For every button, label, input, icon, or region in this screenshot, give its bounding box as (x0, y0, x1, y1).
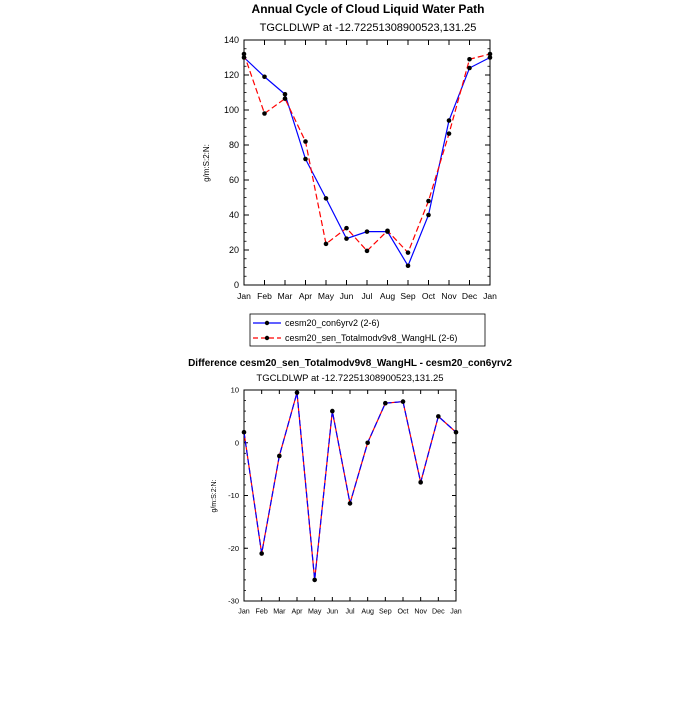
y-tick-label: 140 (223, 35, 239, 46)
data-point-series-2 (283, 96, 288, 101)
difference-line-under (244, 393, 456, 580)
y-tick-label: 80 (228, 140, 239, 151)
y-tick-label: 100 (223, 105, 239, 116)
chart-2-series-lines (244, 393, 456, 580)
data-point-series-1 (401, 399, 406, 404)
x-tick-label: Aug (361, 607, 374, 616)
data-point-series-2 (262, 111, 267, 116)
chart-2-subtitle: TGCLDLWP at -12.72251308900523,131.25 (256, 373, 444, 384)
data-point-series-2 (406, 250, 411, 255)
chart-2-title: Difference cesm20_sen_Totalmodv9v8_WangHL - cesm20_con6yrv2 (188, 358, 512, 369)
series-line-1 (244, 58, 490, 266)
data-point-series-1 (383, 401, 388, 406)
x-tick-label: Oct (421, 291, 436, 301)
data-point-series-1 (426, 213, 431, 218)
difference-line (244, 393, 456, 580)
data-point-series-1 (324, 196, 329, 201)
data-point-series-1 (259, 551, 264, 556)
x-tick-label: Jul (345, 607, 355, 616)
data-point-series-1 (365, 229, 370, 234)
data-point-series-2 (365, 249, 370, 254)
data-point-series-1 (242, 430, 247, 435)
y-tick-label: 10 (230, 385, 239, 395)
x-tick-label: Jun (339, 291, 354, 301)
x-tick-label: May (307, 607, 322, 616)
plot-frame (244, 40, 490, 285)
data-point-series-1 (436, 414, 441, 419)
data-point-series-1 (277, 454, 282, 459)
data-point-series-2 (488, 52, 493, 57)
x-tick-label: Apr (298, 291, 313, 301)
data-point-series-2 (426, 199, 431, 204)
legend-label-2: cesm20_sen_Totalmodv9v8_WangHL (2-6) (285, 333, 458, 343)
x-tick-label: Dec (461, 291, 478, 301)
x-tick-label: Nov (414, 607, 427, 616)
chart-2-ylabel: g/m:S:2:N: (211, 479, 218, 513)
x-tick-label: May (317, 291, 335, 301)
chart-1-ylabel: g/m:S:2:N: (202, 144, 211, 182)
x-tick-label: Jan (483, 291, 497, 301)
y-tick-label: 0 (234, 438, 239, 448)
series-line-2 (244, 54, 490, 253)
chart-1-series-lines (244, 54, 490, 266)
x-tick-label: Mar (273, 607, 286, 616)
x-tick-label: Feb (257, 291, 272, 301)
data-point-series-1 (295, 390, 300, 395)
y-tick-label: 40 (228, 210, 239, 221)
data-point-series-1 (344, 236, 349, 241)
x-tick-label: Feb (255, 607, 268, 616)
data-point-series-1 (330, 409, 335, 414)
data-point-series-1 (467, 66, 472, 71)
x-tick-label: Jun (326, 607, 339, 616)
y-tick-label: 0 (233, 280, 239, 291)
x-tick-label: Oct (397, 607, 409, 616)
x-tick-label: Jan (238, 607, 250, 616)
legend-marker (265, 336, 269, 340)
y-tick-label: -20 (228, 543, 239, 553)
legend-marker (265, 321, 269, 325)
data-point-series-2 (324, 242, 329, 247)
data-point-series-2 (467, 57, 472, 62)
data-point-series-1 (348, 501, 353, 506)
difference-panel (188, 358, 512, 616)
x-tick-label: Sep (379, 607, 392, 616)
chart-2-axes (228, 386, 462, 616)
plot-frame (244, 390, 456, 601)
data-point-series-1 (447, 118, 452, 123)
y-tick-label: -10 (228, 491, 239, 501)
x-tick-label: Dec (432, 607, 445, 616)
annual-cycle-panel (202, 2, 497, 346)
data-point-series-2 (385, 228, 390, 233)
data-point-series-1 (406, 263, 411, 268)
data-point-series-2 (447, 131, 452, 136)
data-point-series-2 (242, 52, 247, 57)
data-point-series-1 (303, 157, 308, 162)
x-tick-label: Jan (450, 607, 462, 616)
x-tick-label: Aug (379, 291, 396, 301)
x-tick-label: Sep (400, 291, 416, 301)
x-tick-label: Mar (277, 291, 293, 301)
legend-label-1: cesm20_con6yrv2 (2-6) (285, 318, 380, 328)
data-point-series-1 (454, 430, 459, 435)
y-tick-label: 20 (228, 245, 239, 256)
chart-1-subtitle: TGCLDLWP at -12.72251308900523,131.25 (259, 22, 477, 34)
x-tick-label: Jan (237, 291, 251, 301)
x-tick-label: Apr (291, 607, 303, 616)
data-point-series-1 (283, 92, 288, 97)
y-tick-label: 60 (228, 175, 239, 186)
chart-1-title: Annual Cycle of Cloud Liquid Water Path (251, 2, 485, 16)
data-point-series-1 (262, 74, 267, 79)
data-point-series-2 (344, 226, 349, 231)
x-tick-label: Nov (441, 291, 457, 301)
y-tick-label: 120 (223, 70, 239, 81)
chart-1-markers (242, 52, 493, 268)
data-point-series-1 (365, 440, 370, 445)
data-point-series-1 (418, 480, 423, 485)
y-tick-label: -30 (228, 596, 239, 606)
data-point-series-1 (312, 578, 317, 583)
chart-1-legend (250, 314, 485, 346)
data-point-series-2 (303, 139, 308, 144)
x-tick-label: Jul (361, 291, 373, 301)
